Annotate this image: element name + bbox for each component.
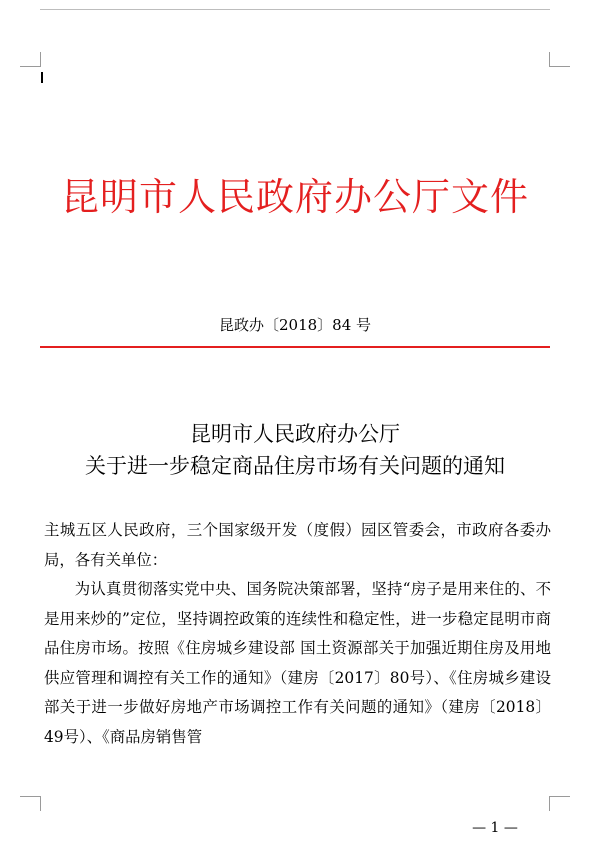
red-separator-line bbox=[40, 346, 550, 348]
crop-mark-bottom-left bbox=[20, 796, 41, 811]
notice-title bbox=[40, 418, 550, 482]
crop-mark-top-left bbox=[20, 52, 41, 67]
page-top-edge bbox=[40, 9, 550, 10]
page-number: — 1 — bbox=[472, 820, 518, 836]
issuer-title: 昆明市人民政府办公厅文件 bbox=[60, 175, 529, 219]
body-paragraph: 为认真贯彻落实党中央、国务院决策部署，坚持“房子是用来住的、不是用来炒的”定位，坚持调控政策的连续性和稳定性，进一步稳定昆明市商品住房市场。按照《住房城乡建设部 国土资源部关于加强近期住房及用地供应管理和调控有关工作的通知》（建房〔2017〕80号）、《住房城乡建设部关于进一步做好房地产市场调控工作有关问题的通知》（建房〔2018〕49号）、《商品房销售管 bbox=[44, 580, 551, 746]
notice-title-line2: 关于进一步稳定商品住房市场有关问题的通知 bbox=[85, 454, 505, 478]
notice-title-line1: 昆明市人民政府办公厅 bbox=[190, 422, 400, 446]
body-text bbox=[44, 516, 551, 752]
crop-mark-bottom-right bbox=[549, 796, 570, 811]
document-number: 昆政办〔2018〕84 号 bbox=[218, 316, 372, 334]
text-cursor bbox=[41, 72, 43, 83]
addressees: 主城五区人民政府，三个国家级开发（度假）园区管委会，市政府各委办局，各有关单位： bbox=[44, 521, 551, 569]
crop-mark-top-right bbox=[549, 52, 570, 67]
